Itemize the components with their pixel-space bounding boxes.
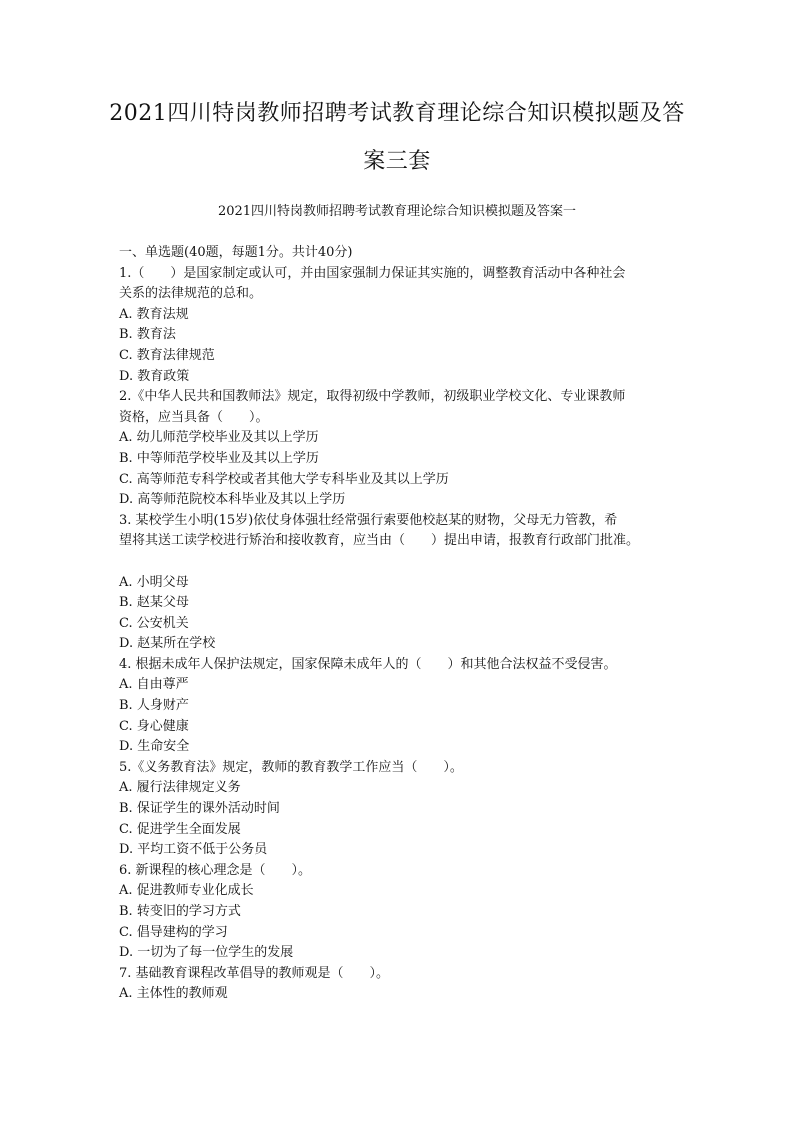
text-line: 5.《义务教育法》规定，教师的教育教学工作应当（ ）。: [119, 759, 463, 775]
text-line: B. 赵某父母: [119, 595, 189, 611]
blank-line: [119, 552, 679, 573]
section-heading: 一、单选题(40题，每题1分。共计40分): [119, 245, 353, 260]
text-line: A. 履行法律规定义务: [119, 780, 241, 796]
question-list: [119, 264, 679, 1005]
text-line: A. 小明父母: [119, 574, 189, 590]
text-line: 7. 基础教育课程改革倡导的教师观是（ ）。: [119, 965, 390, 981]
text-line: B. 中等师范学校毕业及其以上学历: [119, 450, 319, 466]
document-body: [119, 243, 679, 1005]
text-line: 资格，应当具备（ ）。: [119, 409, 269, 425]
text-line: C. 教育法律规范: [119, 347, 215, 363]
text-line: D. 生命安全: [119, 739, 190, 755]
text-line: D. 高等师范院校本科毕业及其以上学历: [119, 492, 346, 508]
text-line: A. 主体性的教师观: [119, 986, 228, 1002]
text-line: 4. 根据未成年人保护法规定，国家保障未成年人的（ ）和其他合法权益不受侵害。: [119, 656, 617, 672]
document-title-line-1: 2021四川特岗教师招聘考试教育理论综合知识模拟题及答: [109, 101, 685, 126]
text-line: C. 公安机关: [119, 615, 189, 631]
text-line: A. 促进教师专业化成长: [119, 883, 254, 899]
text-line: B. 转变旧的学习方式: [119, 904, 241, 919]
document-title-line-2: 案三套: [363, 149, 431, 174]
text-line: A. 幼儿师范学校毕业及其以上学历: [119, 430, 319, 446]
text-line: 1.（ ）是国家制定或认可，并由国家强制力保证其实施的，调整教育活动中各种社会: [119, 265, 626, 281]
text-line: D. 一切为了每一位学生的发展: [119, 945, 294, 961]
text-line: B. 保证学生的课外活动时间: [119, 801, 280, 817]
text-line: A. 自由尊严: [119, 677, 189, 693]
text-line: A. 教育法规: [119, 306, 189, 322]
text-line: C. 倡导建构的学习: [119, 924, 228, 940]
text-line: 6. 新课程的核心理念是（ ）。: [119, 862, 312, 878]
text-line: 2.《中华人民共和国教师法》规定，取得初级中学教师，初级职业学校文化、专业课教师: [119, 389, 626, 405]
text-line: C. 促进学生全面发展: [119, 821, 241, 837]
text-line: C. 高等师范专科学校或者其他大学专科毕业及其以上学历: [119, 471, 449, 487]
text-line: C. 身心健康: [119, 718, 189, 734]
text-line: D. 赵某所在学校: [119, 636, 216, 652]
document-subtitle: 2021四川特岗教师招聘考试教育理论综合知识模拟题及答案一: [217, 204, 577, 219]
text-line: 关系的法律规范的总和。: [119, 286, 263, 302]
text-line: B. 人身财产: [119, 698, 189, 714]
text-line: D. 平均工资不低于公务员: [119, 842, 268, 858]
text-line: 3. 某校学生小明(15岁)依仗身体强壮经常强行索要他校赵某的财物，父母无力管教，希: [119, 512, 618, 528]
text-line: D. 教育政策: [119, 368, 190, 384]
text-line: B. 教育法: [119, 327, 176, 343]
text-line: 望将其送工读学校进行矫治和接收教育，应当由（ ）提出申请，报教育行政部门批准。: [119, 533, 640, 549]
